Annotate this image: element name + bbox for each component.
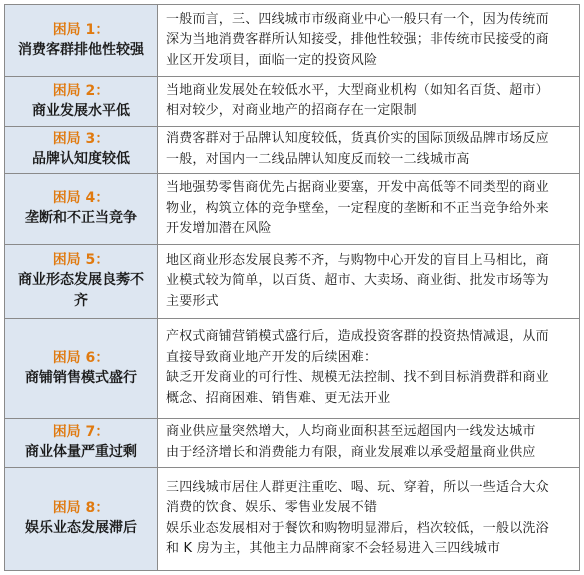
difficulty-header-cell [5,467,158,570]
difficulty-header-cell [5,173,158,245]
table-row [5,76,580,126]
difficulty-header-cell [5,5,158,77]
description-line: 消费客群对于品牌认知度较低，货真价实的国际顶级品牌市场反应 [166,131,549,147]
table-row [5,245,580,319]
table-row [5,418,580,467]
description-line: 地区商业形态发展良莠不齐，与购物中心开发的盲目上马相比，商 [166,252,549,268]
difficulty-title: 品牌认知度较低 [32,151,130,168]
difficulty-description-cell [158,5,580,77]
table-row [5,126,580,173]
difficulty-header-cell [5,318,158,418]
description-line: 三四线城市居住人群更注重吃、喝、玩、穿着，所以一些适合大众 [166,479,549,495]
description-line: 当地商业发展处在较低水平，大型商业机构（如知名百货、超市） [166,82,549,98]
description-line: 相对较少，对商业地产的招商存在一定限制 [166,103,417,119]
description-line: 和 K 房为主，其他主力品牌商家不会轻易进入三四线城市 [166,541,501,557]
description-line: 商业供应量突然增大，人均商业面积甚至远超国内一线发达城市 [166,424,536,440]
difficulty-label: 困局 7： [52,424,110,441]
description-line: 消费的饮食、娱乐、零售业发展不错 [166,500,378,516]
description-line: 物业，构筑立体的竞争壁垒，一定程度的垄断和不正当竞争给外来 [166,200,549,216]
difficulty-header-cell [5,126,158,173]
difficulty-header-cell [5,76,158,126]
description-line: 业模式较为简单，以百货、超市、大卖场、商业街、批发市场等为 [166,273,549,289]
description-line: 概念、招商困难、销售难、更无法开业 [166,390,391,406]
description-line: 缺乏开发商业的可行性、规模无法控制、找不到目标消费群和商业 [166,370,549,386]
difficulty-description-cell [158,418,580,467]
difficulty-title: 消费客群排他性较强 [18,41,144,58]
difficulty-label: 困局 4： [52,190,110,207]
difficulty-label: 困局 8： [52,500,110,517]
difficulty-label: 困局 1： [52,21,110,38]
description-line: 产权式商铺营销模式盛行后，造成投资客群的投资热情减退，从而 [166,329,549,345]
description-line: 一般而言，三、四线城市市级商业中心一般只有一个，因为传统而 [166,11,549,27]
difficulties-table [4,4,580,571]
difficulty-description-cell [158,467,580,570]
difficulty-header-cell [5,418,158,467]
table-row [5,318,580,418]
description-line: 开发增加潜在风险 [166,221,272,237]
description-line: 直接导致商业地产开发的后续困难： [166,349,378,365]
difficulty-title: 垄断和不正当竞争 [25,210,137,227]
description-line: 主要形式 [166,293,219,309]
difficulty-description-cell [158,76,580,126]
difficulty-title: 商业形态发展良莠不 [18,272,144,289]
difficulty-title: 商业体量严重过剩 [25,444,137,461]
difficulty-label: 困局 6： [52,349,110,366]
difficulty-label: 困局 3： [52,131,110,148]
difficulty-title: 娱乐业态发展滞后 [25,520,137,537]
table-row [5,467,580,570]
description-line: 业区开发项目，面临一定的投资风险 [166,52,378,68]
difficulty-header-cell [5,245,158,319]
difficulty-title: 商铺销售模式盛行 [25,369,137,386]
difficulty-description-cell [158,126,580,173]
table-row [5,5,580,77]
difficulty-description-cell [158,245,580,319]
description-line: 一般，对国内一二线品牌认知度反而较一二线城市高 [166,151,470,167]
table-row [5,173,580,245]
description-line: 当地强势零售商优先占据商业要塞，开发中高低等不同类型的商业 [166,180,549,196]
description-line: 娱乐业态发展相对于餐饮和购物明显滞后，档次较低，一般以洗浴 [166,520,549,536]
description-line: 由于经济增长和消费能力有限，商业发展难以承受超量商业供应 [166,444,536,460]
description-line: 深为当地消费客群所认知接受，排他性较强；非传统市民接受的商 [166,32,549,47]
difficulty-description-cell [158,173,580,245]
difficulty-title: 商业发展水平低 [32,102,130,119]
difficulty-label: 困局 2： [52,82,110,99]
difficulty-title: 齐 [74,293,88,310]
difficulty-description-cell [158,318,580,418]
difficulty-label: 困局 5： [52,252,110,269]
